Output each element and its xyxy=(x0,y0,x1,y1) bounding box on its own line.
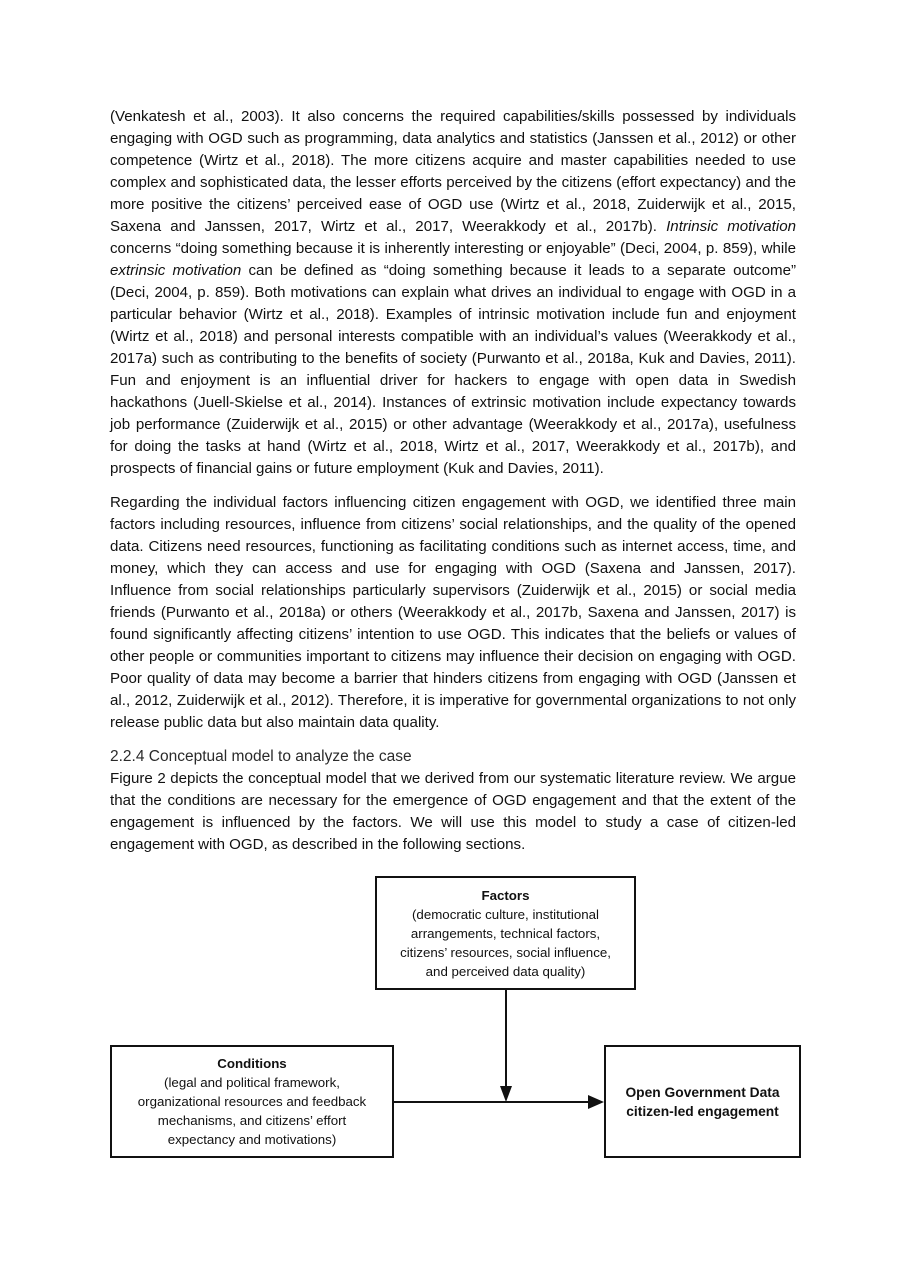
ogd-engagement-line: Open Government Data xyxy=(625,1084,780,1100)
factors-line: citizens’ resources, social influence, xyxy=(400,944,611,960)
conditions-line: mechanisms, and citizens’ effort xyxy=(157,1113,347,1128)
factors-line: (democratic culture, institutional xyxy=(412,906,599,922)
factors-box xyxy=(375,876,636,990)
term-intrinsic-motivation: Intrinsic motivation xyxy=(666,218,796,235)
conditions-line: (legal and political framework, xyxy=(164,1075,340,1090)
ogd-engagement-line: citizen-led engagement xyxy=(626,1103,779,1119)
paragraph-text: (Venkatesh et al., 2003). It also concerns the required capabilities/skills possessed by individuals engaging with OGD such as programming, data analytics and statistics (Janssen et al., 2012) or other competence (Wirtz et al., 2018). The more citizens acquire and master capabilities needed to use complex and sophisticated data, the lesser efforts perceived by the citizens (effort expectancy) and the more positive the citizens’ perceived ease of OGD use (Wirtz et al., 2018, Zuiderwijk et al., 2015, Saxena and Janssen, 2017, Wirtz et al., 2017, Weerakkody et al., 2017b). xyxy=(110,108,796,235)
section-heading: 2.2.4 Conceptual model to analyze the case xyxy=(110,748,412,765)
factors-line: arrangements, technical factors, xyxy=(410,925,601,941)
ogd-engagement-box xyxy=(604,1045,801,1158)
paragraph-text: Regarding the individual factors influencing citizen engagement with OGD, we identified three main factors including resources, influence from citizens’ social relationships, and the quality of the opened data. Citizens need resources, functioning as facilitating conditions such as internet access, time, and money, which they can access and use for engaging with OGD (Saxena and Janssen, 2017). Influence from social relationships particularly supervisors (Zuiderwijk et al., 2015) or social media friends (Purwanto et al., 2018a) or others (Weerakkody et al., 2017b, Saxena and Janssen, 2017) is found significantly affecting citizens’ intention to use OGD. This indicates that the beliefs or values of other people or communities important to citizens may influence their decision on engaging with OGD. Poor quality of data may become a barrier that hinders citizens from engaging with OGD (Janssen et al., 2012, Zuiderwijk et al., 2012). Therefore, it is imperative for governmental organizations to not only release public data but also maintain data quality. xyxy=(110,494,796,731)
paragraph-individual-factors xyxy=(110,492,796,734)
paragraph-text: can be defined as “doing something because it leads to a separate outcome” (Deci, 2004, p. 859). Both motivations can explain what drives an individual to engage with OGD in a particular behavior (Wirtz et al., 2018). Examples of intrinsic motivation include fun and enjoyment (Wirtz et al., 2018) and personal interests compatible with an individual’s values (Weerakkody et al., 2017a) such as contributing to the benefits of society (Purwanto et al., 2018a, Kuk and Davies, 2011). Fun and enjoyment is an influential driver for hackers to engage with open data in Swedish hackathons (Juell-Skielse et al., 2014). Instances of extrinsic motivation include expectancy towards job performance (Zuiderwijk et al., 2015) or other advantage (Weerakkody et al., 2017a), usefulness for doing the tasks at hand (Wirtz et al., 2018, Wirtz et al., 2017, Weerakkody et al., 2017b), and prospects of financial gains or future employment (Kuk and Davies, 2011). xyxy=(110,262,796,477)
body-text xyxy=(110,106,796,868)
conditions-arrowhead xyxy=(588,1095,604,1109)
paragraph-motivation xyxy=(110,106,796,480)
conditions-title: Conditions xyxy=(217,1056,287,1071)
term-extrinsic-motivation: extrinsic motivation xyxy=(110,262,242,279)
conditions-box xyxy=(110,1045,394,1158)
factors-line: and perceived data quality) xyxy=(425,963,586,979)
conceptual-model-diagram xyxy=(110,874,802,1162)
conditions-line: organizational resources and feedback xyxy=(137,1094,367,1109)
paragraph-text: concerns “doing something because it is inherently interesting or enjoyable” (Deci, 2004, p. 859), while xyxy=(110,240,796,257)
factors-arrowhead xyxy=(500,1086,512,1102)
conditions-line: expectancy and motivations) xyxy=(167,1132,337,1147)
paragraph-text: Figure 2 depicts the conceptual model that we derived from our systematic literature review. We argue that the conditions are necessary for the emergence of OGD engagement and that the extent of the engagement is influenced by the factors. We will use this model to study a case of citizen-led engagement with OGD, as described in the following sections. xyxy=(110,770,796,853)
paragraph-conceptual-model xyxy=(110,768,796,856)
factors-title: Factors xyxy=(481,887,530,903)
